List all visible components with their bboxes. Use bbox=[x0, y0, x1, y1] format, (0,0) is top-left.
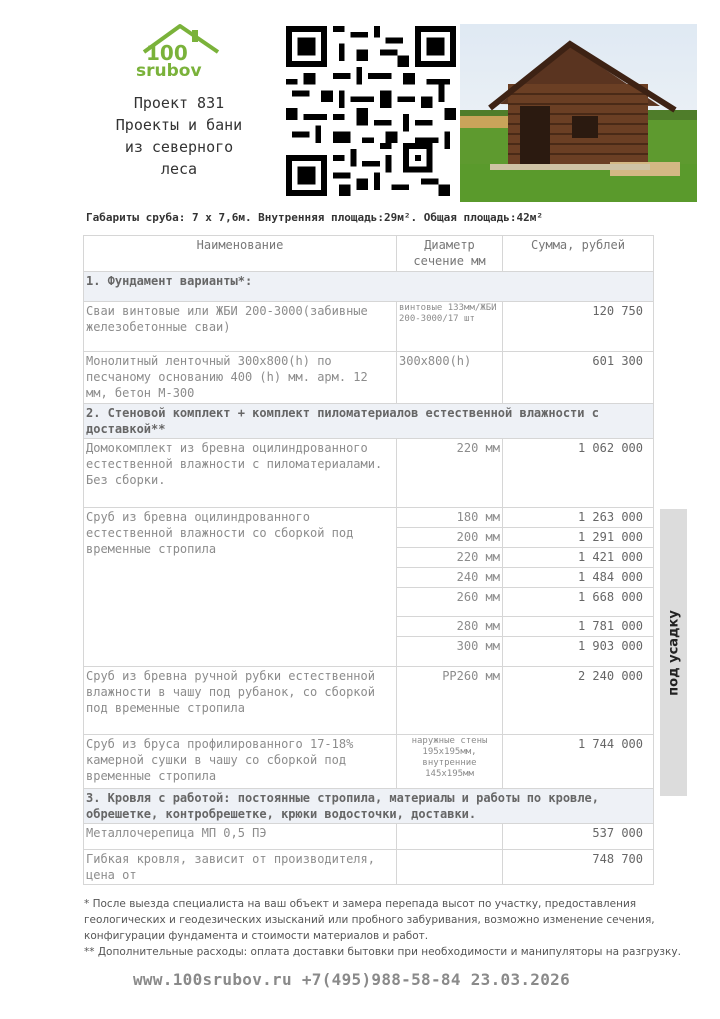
footer-contacts[interactable]: www.100srubov.ru +7(495)988-58-84 23.03.2026 bbox=[133, 970, 571, 989]
row-price: 2 240 000 bbox=[503, 667, 654, 735]
row-name: Сруб из бревна оцилиндрованного естественной влажности со сборкой под временные стропила bbox=[84, 508, 397, 667]
row-price: 120 750 bbox=[503, 302, 654, 352]
price-table bbox=[83, 235, 654, 885]
option-diameter: 300 мм bbox=[397, 637, 503, 667]
dimensions-line: Габариты сруба: 7 х 7,6м. Внутренняя площадь:29м². Общая площадь:42м² bbox=[86, 211, 543, 224]
option-price: 1 291 000 bbox=[503, 528, 654, 548]
option-price: 1 484 000 bbox=[503, 568, 654, 588]
side-label-text: под усадку bbox=[666, 609, 681, 696]
title-line-2: Проекты и бани bbox=[115, 116, 243, 134]
row-name: Сруб из бруса профилированного 17-18% камерной сушки в чашу со сборкой под временные стропила bbox=[84, 735, 397, 789]
header-price: Сумма, рублей bbox=[503, 236, 654, 272]
row-diameter: наружные стены 195х195мм, внутренние 145х195мм bbox=[397, 735, 503, 789]
section-title: 2. Стеновой комплект + комплект пиломатериалов естественной влажности с доставкой** bbox=[84, 404, 654, 439]
row-price: 537 000 bbox=[503, 824, 654, 850]
option-diameter: 280 мм bbox=[397, 617, 503, 637]
row-price: 601 300 bbox=[503, 352, 654, 404]
table-row bbox=[84, 735, 654, 789]
table-row bbox=[84, 352, 654, 404]
table-row bbox=[84, 439, 654, 508]
table-row bbox=[84, 508, 654, 528]
footnote-2: ** Дополнительные расходы: оплата доставки бытовки при необходимости и манипуляторы на разгрузку. bbox=[84, 946, 681, 958]
section-title: 3. Кровля с работой: постоянные стропила, материалы и работы по кровле, обрешетке, контробрешетке, крюки водосточки, доставки. bbox=[84, 789, 654, 824]
row-name: Домокомплект из бревна оцилиндрованного естественной влажности с пиломатериалами. Без сборки. bbox=[84, 439, 397, 508]
row-diameter bbox=[397, 824, 503, 850]
settlement-side-label bbox=[660, 509, 687, 796]
row-diameter bbox=[397, 850, 503, 885]
project-title bbox=[84, 92, 274, 180]
option-diameter: 200 мм bbox=[397, 528, 503, 548]
option-price: 1 781 000 bbox=[503, 617, 654, 637]
row-name: Гибкая кровля, зависит от производителя, цена от bbox=[84, 850, 397, 885]
header-diameter: Диаметр сечение мм bbox=[397, 236, 503, 272]
table-row bbox=[84, 824, 654, 850]
option-diameter: 220 мм bbox=[397, 548, 503, 568]
title-line-3: из северного bbox=[124, 138, 234, 156]
table-row bbox=[84, 850, 654, 885]
option-price: 1 668 000 bbox=[503, 588, 654, 617]
table-header-row bbox=[84, 236, 654, 272]
row-price: 1 062 000 bbox=[503, 439, 654, 508]
option-diameter: 260 мм bbox=[397, 588, 503, 617]
section-row bbox=[84, 404, 654, 439]
footnote-1: * После выезда специалиста на ваш объект и замера перепада высот по участку, предоставления геологических и геодезических изысканий или пробного забуривания, возможно изменение сечения, конфигурации фундамента и стоимости материалов и работ. bbox=[84, 898, 655, 942]
row-diameter: винтовые 133мм/ЖБИ 200-3000/17 шт bbox=[397, 302, 503, 352]
row-diameter: РР260 мм bbox=[397, 667, 503, 735]
row-price: 748 700 bbox=[503, 850, 654, 885]
row-diameter: 220 мм bbox=[397, 439, 503, 508]
row-price: 1 744 000 bbox=[503, 735, 654, 789]
company-logo bbox=[128, 22, 224, 78]
row-name: Сваи винтовые или ЖБИ 200-3000(забивные железобетонные сваи) bbox=[84, 302, 397, 352]
title-line-4: леса bbox=[160, 160, 198, 178]
table-row bbox=[84, 302, 654, 352]
title-line-1: Проект 831 bbox=[133, 94, 225, 112]
option-diameter: 240 мм bbox=[397, 568, 503, 588]
section-row bbox=[84, 272, 654, 302]
row-name: Монолитный ленточный 300х800(h) по песчаному основанию 400 (h) мм. арм. 12 мм, бетон М-300 bbox=[84, 352, 397, 404]
option-diameter: 180 мм bbox=[397, 508, 503, 528]
row-name: Сруб из бревна ручной рубки естественной влажности в чашу под рубанок, со сборкой под временные стропила bbox=[84, 667, 397, 735]
row-name: Металлочерепица МП 0,5 ПЭ bbox=[84, 824, 397, 850]
row-diameter: 300х800(h) bbox=[397, 352, 503, 404]
svg-text:100: 100 bbox=[146, 41, 188, 65]
header-name: Наименование bbox=[84, 236, 397, 272]
section-title: 1. Фундамент варианты*: bbox=[84, 272, 654, 302]
qr-code[interactable] bbox=[286, 26, 456, 196]
option-price: 1 421 000 bbox=[503, 548, 654, 568]
footnotes bbox=[84, 896, 696, 960]
table-row bbox=[84, 667, 654, 735]
option-price: 1 903 000 bbox=[503, 637, 654, 667]
house-photo bbox=[460, 24, 697, 202]
section-row bbox=[84, 789, 654, 824]
option-price: 1 263 000 bbox=[503, 508, 654, 528]
svg-text:srubov: srubov bbox=[136, 61, 202, 78]
